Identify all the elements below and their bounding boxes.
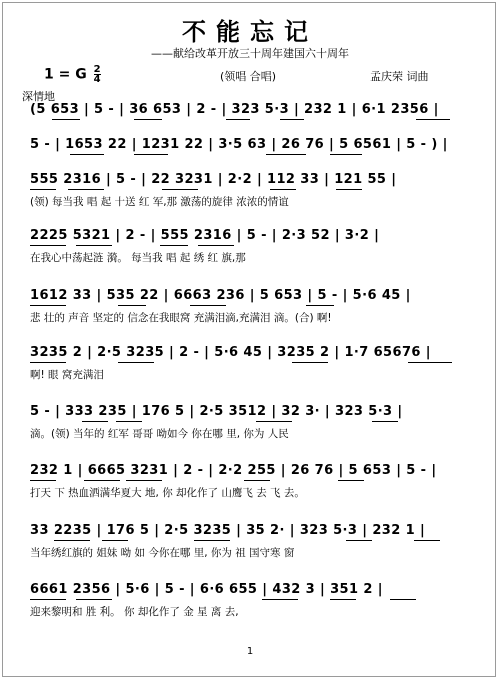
lyric-line: 迎来黎明和 胜 利。 你 却化作了 金 星 离 去, — [30, 606, 239, 618]
underline — [336, 189, 362, 190]
notation-line: 1612 33 | 535 22 | 6663 236 | 5 653 | 5 - | 5·6 45 | — [30, 288, 411, 303]
underline — [338, 480, 364, 481]
underline — [84, 480, 120, 481]
song-title: 不能忘记 — [182, 17, 318, 46]
notation-line: 232 1 | 6665 3231 | 2 - | 2·2 255 | 26 76 | 5 653 | 5 - | — [30, 463, 437, 478]
underline — [256, 421, 292, 422]
time-signature — [94, 65, 101, 84]
authors: 孟庆荣 词曲 — [370, 70, 429, 83]
underline — [194, 540, 230, 541]
key-signature — [44, 65, 101, 84]
notation-line: 555 2316 | 5 - | 22 3231 | 2·2 | 112 33 | 121 55 | — [30, 172, 397, 187]
underline — [346, 540, 372, 541]
lyric-line: 当年绣红旗的 姐妹 呦 如 今你在哪 里, 你为 祖 国守寒 窗 — [30, 547, 295, 559]
underline — [118, 362, 154, 363]
underline — [198, 245, 234, 246]
song-subtitle: ——献给改革开放三十周年建国六十周年 — [151, 47, 349, 60]
underline — [330, 154, 362, 155]
underline — [30, 245, 66, 246]
underline — [266, 154, 306, 155]
underline — [280, 119, 304, 120]
underline — [30, 189, 56, 190]
lyric-line: 在我心中荡起涟 漪。 每当我 唱 起 绣 红 旗,那 — [30, 252, 246, 264]
notation-line: 3235 2 | 2·5 3235 | 2 - | 5·6 45 | 3235 2 | 1·7 65676 | — [30, 345, 431, 360]
underline — [68, 189, 104, 190]
underline — [162, 189, 198, 190]
underline — [134, 154, 168, 155]
notation-line: 2225 5321 | 2 - | 555 2316 | 5 - | 2·3 52 | 3·2 | — [30, 228, 380, 243]
underline — [330, 599, 356, 600]
time-denominator: 4 — [93, 74, 101, 85]
underline — [82, 421, 108, 422]
underline — [134, 119, 162, 120]
underline — [30, 362, 66, 363]
underline — [30, 599, 66, 600]
underline — [190, 305, 226, 306]
lyric-line: 打天 下 热血洒满华夏大 地, 你 却化作了 山鹰飞 去 飞 去。 — [30, 487, 305, 499]
underline — [292, 362, 328, 363]
underline — [408, 362, 452, 363]
underline — [306, 305, 334, 306]
underline — [244, 480, 270, 481]
notation-line: 5 - | 1653 22 | 1231 22 | 3·5 63 | 26 76 | 5 6561 | 5 - ) | — [30, 137, 448, 152]
page-number: 1 — [246, 646, 254, 657]
underline — [226, 119, 250, 120]
underline — [390, 599, 416, 600]
underline — [372, 421, 398, 422]
underline — [102, 540, 128, 541]
underline — [54, 540, 90, 541]
underline — [262, 599, 298, 600]
underline — [70, 154, 104, 155]
performance-note: (领唱 合唱) — [220, 70, 277, 83]
underline — [116, 421, 142, 422]
notation-line: 5 - | 333 235 | 176 5 | 2·5 3512 | 32 3· | 323 5·3 | — [30, 404, 403, 419]
tempo-marking: 深情地 — [22, 90, 55, 103]
underline — [30, 480, 56, 481]
notation-line: 33 2235 | 176 5 | 2·5 3235 | 35 2· | 323 5·3 | 232 1 | — [30, 523, 426, 538]
lyric-line: 啊! 眼 窝充满泪 — [30, 369, 104, 381]
notation-line: (5 653 | 5 - | 36 653 | 2 - | 323 5·3 | 232 1 | 6·1 2356 | — [30, 102, 439, 117]
notation-line: 6661 2356 | 5·6 | 5 - | 6·6 655 | 432 3 | 351 2 | — [30, 582, 383, 597]
underline — [270, 189, 296, 190]
underline — [76, 599, 112, 600]
underline — [118, 305, 146, 306]
underline — [414, 540, 440, 541]
lyric-line: (领) 每当我 唱 起 十送 红 军,那 激荡的旋律 浓浓的情谊 — [30, 196, 289, 208]
underline — [52, 119, 80, 120]
underline — [160, 245, 188, 246]
time-numerator: 2 — [93, 64, 101, 75]
underline — [76, 245, 112, 246]
key-label: 1 = G — [44, 66, 87, 83]
underline — [416, 119, 450, 120]
underline — [126, 480, 162, 481]
lyric-line: 悲 壮的 声音 坚定的 信念在我眼窝 充满泪滴,充满泪 滴。(合) 啊! — [30, 312, 332, 324]
lyric-line: 滴。(领) 当年的 红军 哥哥 呦如今 你在哪 里, 你为 人民 — [30, 428, 289, 440]
underline — [30, 305, 66, 306]
